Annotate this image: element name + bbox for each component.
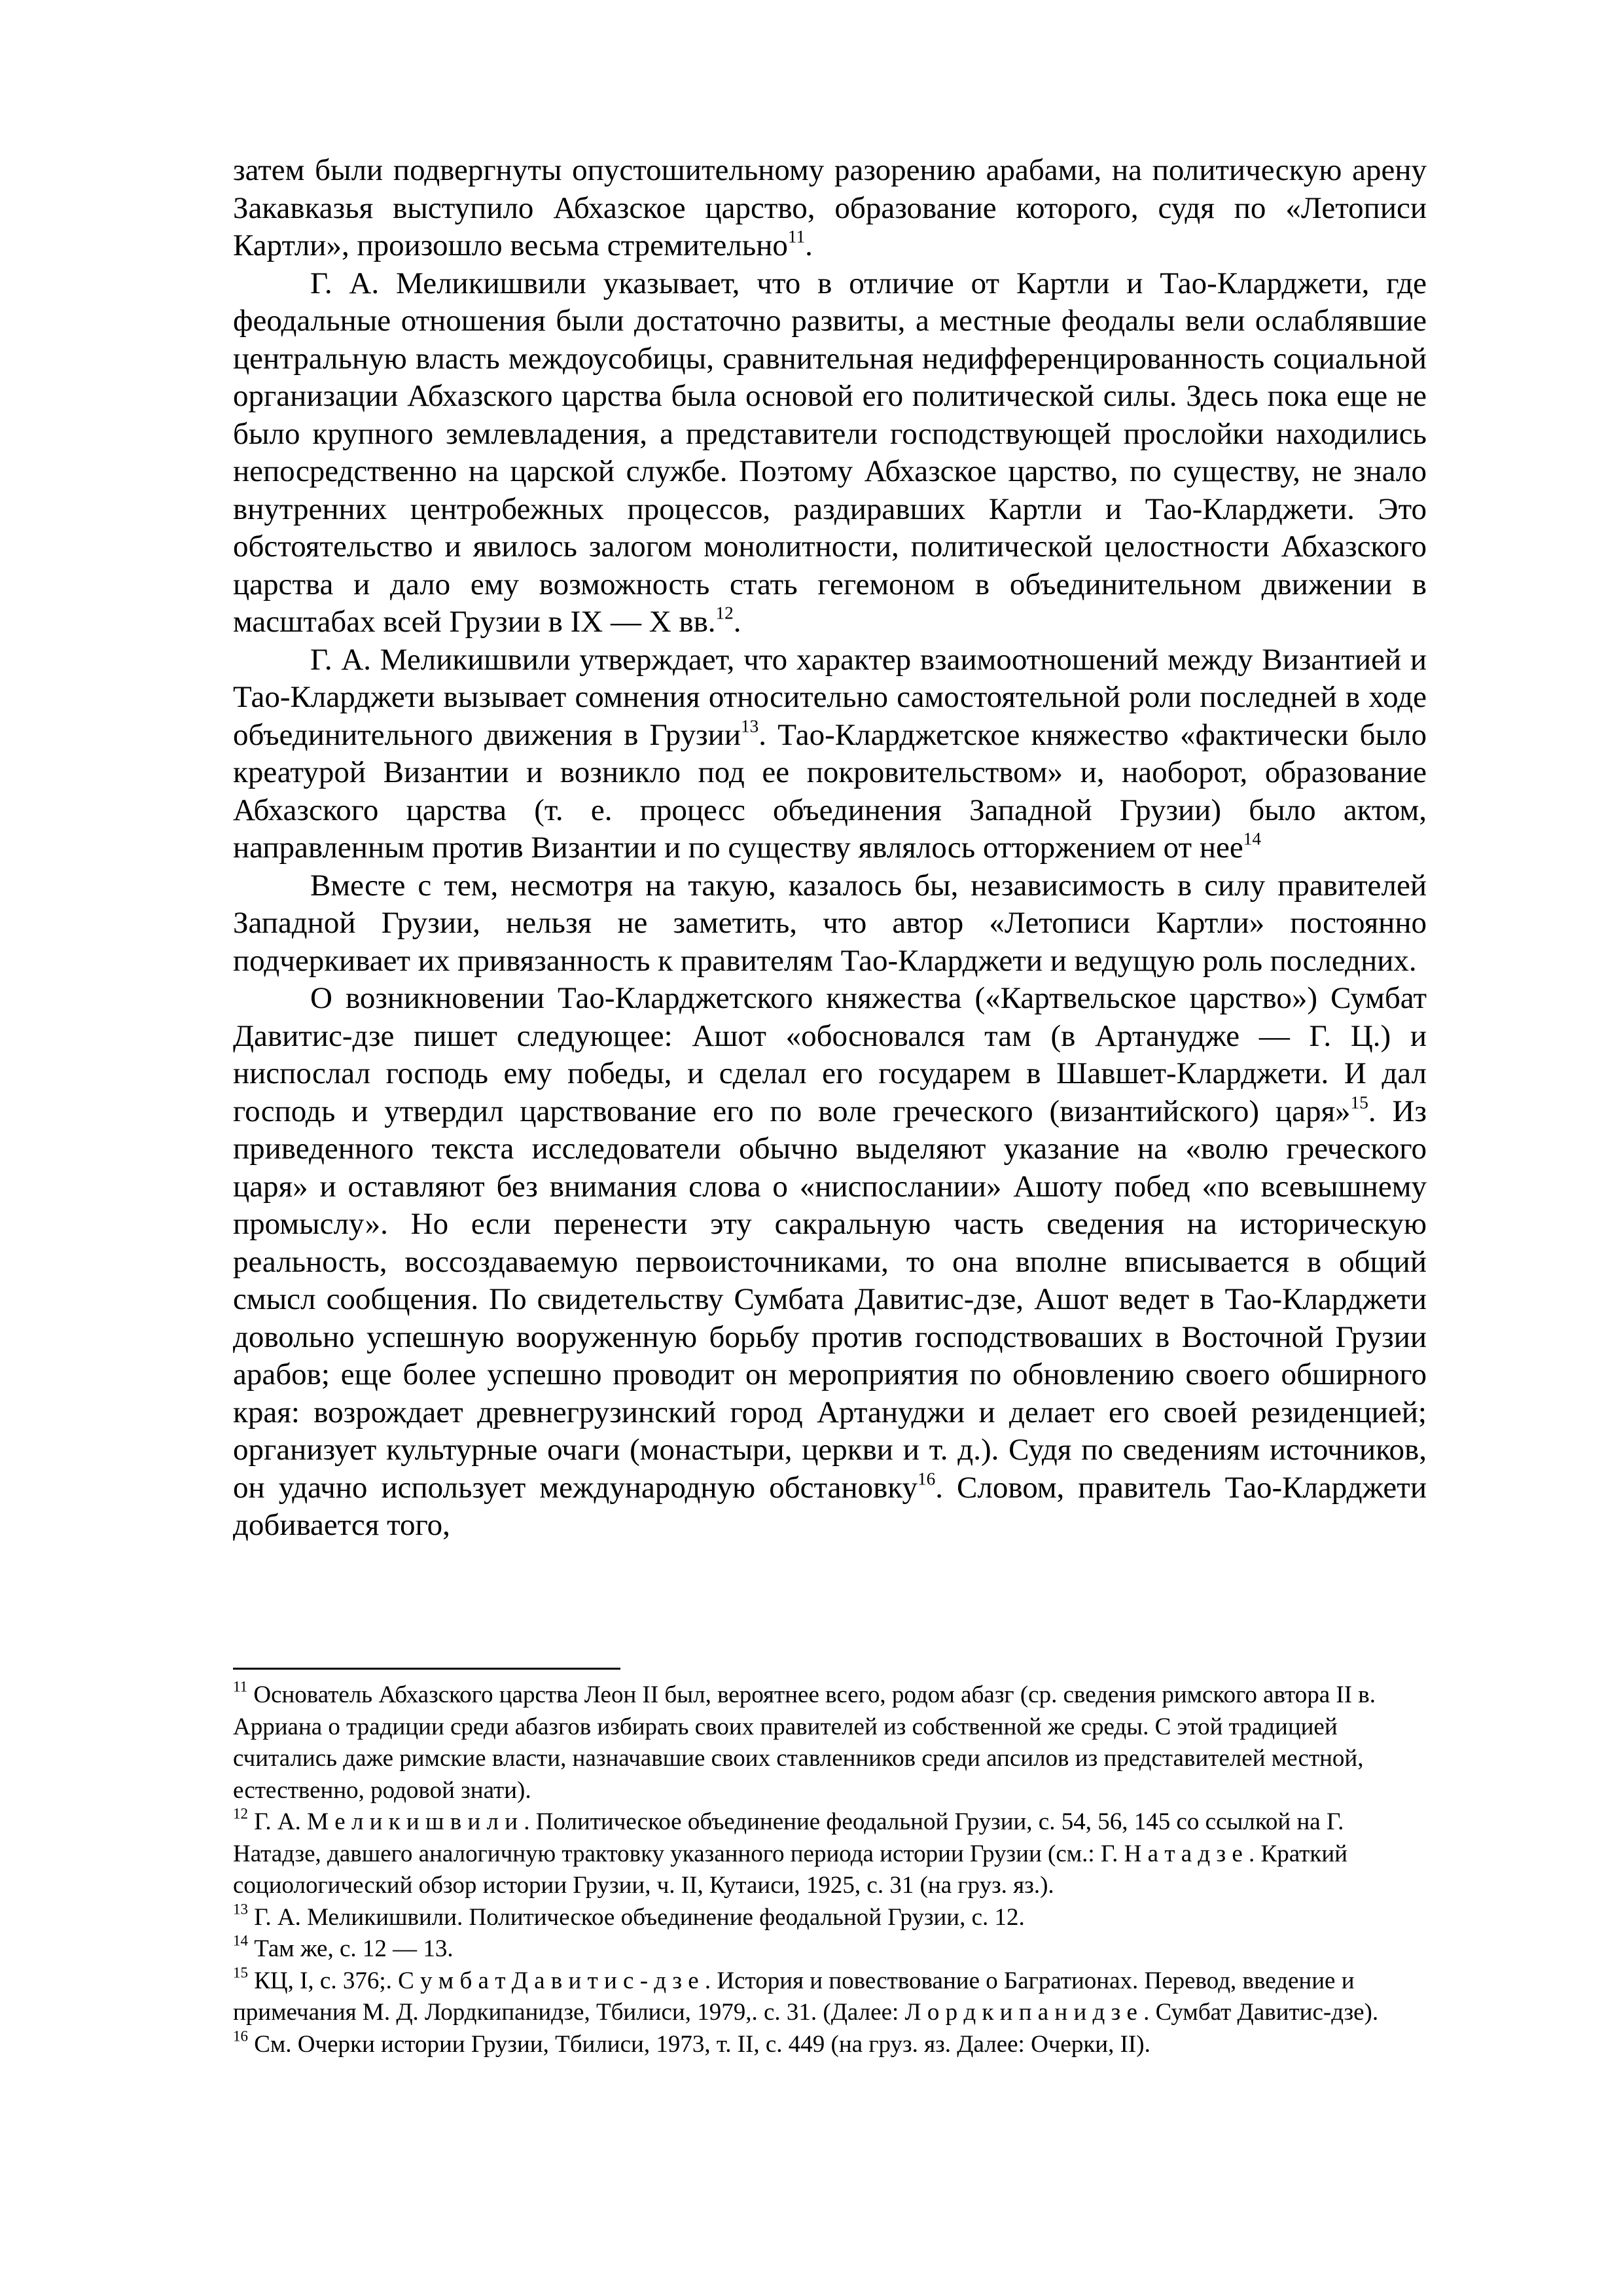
footnote-16: $^{16}$ См. Очерки истории Грузии, Тбилиси, 1973, т. II, с. 449 (на груз. яз. Далее: Очерки, II). bbox=[233, 2027, 1150, 2058]
footnote-number: 16 bbox=[233, 2027, 248, 2044]
footnote-ref-11[interactable]: 11 bbox=[787, 226, 806, 247]
footnote-11: $^{11}$ Основатель Абхазского царства Леон II был, вероятнее всего, родом абазг (ср. сведения римского автора II в. Арриана о традиции среди абазгов избирать своих правителей из собственной же среды. С этой традицией считались даже римские власти, назначавшие своих ставленников среди апсилов из представителей местной, естественно, родовой знати). bbox=[233, 1678, 1376, 1804]
paragraph-4: Вместе с тем, несмотря на такую, казалось бы, независимость в силу правителей Западной Грузии, нельзя не заметить, что автор «Летописи Картли» постоянно подчеркивает их привязанность к правителям Тао-Кларджети и ведущую роль последних. bbox=[233, 868, 1427, 978]
footnote-ref-16[interactable]: 16 bbox=[917, 1468, 936, 1488]
footnote-12: $^{12}$ Г. А. М е л и к и ш в и л и . Политическое объединение феодальной Грузии, с. 54, 56, 145 со ссылкой на Г. Натадзе, давшего аналогичную трактовку указанного периода истории Грузии (см.: Г. Н а т а д з е . Краткий социологический обзор истории Грузии, ч. II, Кутаиси, 1925, с. 31 (на груз. яз.). bbox=[233, 1805, 1347, 1899]
document-page bbox=[233, 0, 1427, 2296]
paragraph-2: Г. А. Меликишвили указывает, что в отличие от Картли и Тао-Кларджети, где феодальные отношения были достаточно развиты, а местные феодалы вели ослаблявшие центральную власть междоусобицы, сравнительная недифференцированность социальной организации Абхазского царства была основой его политической силы. Здесь пока еще не было крупного землевладения, а представители господствующей прослойки находились непосредственно на царской службе. Поэтому Абхазское царство, по существу, не знало внутренних центробежных процессов, раздиравших Картли и Тао-Кларджети. Это обстоятельство и явилось залогом монолитности, политической целостности Абхазского царства и дало ему возможность стать гегемоном в объединительном движении в масштабах всей Грузии в IX — X вв.$^{12}$. bbox=[233, 266, 1427, 639]
footnote-number: 13 bbox=[233, 1900, 248, 1917]
footnote-number: 11 bbox=[233, 1678, 248, 1695]
footnote-number: 15 bbox=[233, 1964, 248, 1981]
footnote-ref-14[interactable]: 14 bbox=[1243, 829, 1261, 849]
paragraph-3: Г. А. Меликишвили утверждает, что характер взаимоотношений между Византией и Тао-Кларджети вызывает сомнения относительно самостоятельной роли последней в ходе объединительного движения в Грузии$^{13}$. Тао-Кларджетское княжество «фактически было креатурой Византии и возникло под ее покровительством» и, наоборот, образование Абхазского царства (т. е. процесс объединения Западной Грузии) было актом, направленным против Византии и по существу являлось отторжением от нее$^{14}$ bbox=[233, 642, 1427, 865]
spaced-author-name: С у м б а т Д а в и т и с - д з е bbox=[398, 1967, 699, 1994]
footnotes bbox=[233, 1679, 1427, 2060]
footnote-number: 12 bbox=[233, 1805, 248, 1822]
paragraph-5: О возникновении Тао-Кларджетского княжества («Картвельское царство») Сумбат Давитис-дзе пишет следующее: Ашот «обосновался там (в Артанудже — Г. Ц.) и ниспослал господь ему победы, и сделал его государем в Шавшет-Кларджети. И дал господь и утвердил царствование его по воле греческого (византийского) царя»$^{15}$. Из приведенного текста исследователи обычно выделяют указание на «волю греческого царя» и оставляют без внимания слова о «ниспослании» Ашоту побед «по всевышнему промыслу». Но если перенести эту сакральную часть сведения на историческую реальность, воссоздаваемую первоисточниками, то она вполне вписывается в общий смысл сообщения. По свидетельству Сумбата Давитис-дзе, Ашот ведет в Тао-Кларджети довольно успешную вооруженную борьбу против господствоваших в Восточной Грузии арабов; еще более успешно проводит он мероприятия по обновлению своего обширного края: возрождает древнегрузинский город Артануджи и делает его своей резиденцией; организует культурные очаги (монастыри, церкви и т. д.). Судя по сведениям источников, он удачно использует международную обстановку$^{16}$. Словом, правитель Тао-Кларджети добивается того, bbox=[233, 981, 1427, 1542]
spaced-author-name: М е л и к и ш в и л и bbox=[307, 1808, 518, 1835]
spaced-author-name: Л о р д к и п а н и д з е bbox=[904, 1999, 1137, 2026]
footnote-13: $^{13}$ Г. А. Меликишвили. Политическое объединение феодальной Грузии, с. 12. bbox=[233, 1900, 1025, 1931]
footnote-number: 14 bbox=[233, 1932, 248, 1949]
footnote-15: $^{15}$ КЦ, I, с. 376;. С у м б а т Д а в и т и с - д з е . История и повествование о Багратионах. Перевод, введение и примечания М. Д. Лордкипанидзе, Тбилиси, 1979,. с. 31. (Далее: Л о р д к и п а н и д з е . Сумбат Давитис-дзе). bbox=[233, 1964, 1379, 2026]
main-text bbox=[233, 152, 1427, 1545]
paragraph-1: затем были подвергнуты опустошительному разорению арабами, на политическую арену Закавказья выступило Абхазское царство, образование которого, судя по «Летописи Картли», произошло весьма стремительно$^{11}$. bbox=[233, 153, 1427, 262]
footnote-ref-13[interactable]: 13 bbox=[740, 715, 759, 736]
footnote-ref-12[interactable]: 12 bbox=[715, 603, 734, 623]
footnote-separator bbox=[233, 1668, 620, 1670]
footnote-ref-15[interactable]: 15 bbox=[1350, 1092, 1368, 1112]
footnote-14: $^{14}$ Там же, с. 12 — 13. bbox=[233, 1932, 454, 1962]
spaced-author-name: Н а т а д з е bbox=[1124, 1840, 1243, 1867]
